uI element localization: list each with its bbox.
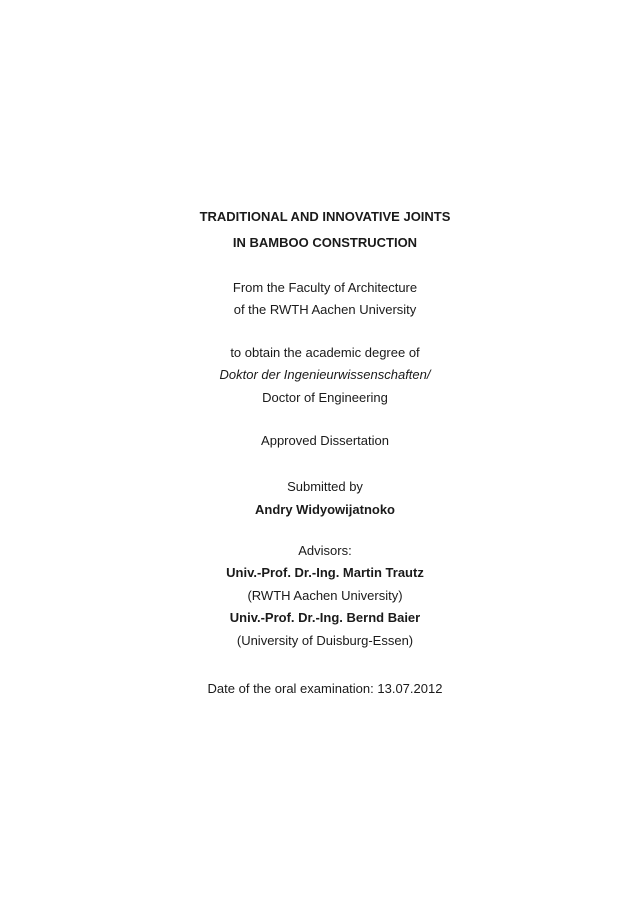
faculty-line-2: of the RWTH Aachen University — [233, 302, 417, 317]
degree-intro: to obtain the academic degree of — [230, 345, 420, 360]
advisor-1-affiliation: (RWTH Aachen University) — [247, 588, 403, 603]
advisors-label: Advisors: — [298, 543, 352, 558]
submitted-by-label: Submitted by — [287, 479, 363, 494]
oral-examination-date: Date of the oral examination: 13.07.2012 — [207, 681, 443, 696]
degree-english: Doctor of Engineering — [262, 390, 388, 405]
advisor-2-name: Univ.-Prof. Dr.-Ing. Bernd Baier — [229, 610, 421, 625]
degree-german: Doktor der Ingenieurwissenschaften/ — [219, 367, 431, 382]
thesis-title-line-2: IN BAMBOO CONSTRUCTION — [232, 235, 418, 250]
advisor-2-affiliation: (University of Duisburg-Essen) — [236, 633, 414, 648]
thesis-title-line-1: TRADITIONAL AND INNOVATIVE JOINTS — [199, 209, 451, 224]
faculty-line-1: From the Faculty of Architecture — [232, 280, 418, 295]
approved-dissertation: Approved Dissertation — [261, 433, 389, 448]
author-name: Andry Widyowijatnoko — [255, 502, 395, 517]
advisor-1-name: Univ.-Prof. Dr.-Ing. Martin Trautz — [226, 565, 424, 580]
